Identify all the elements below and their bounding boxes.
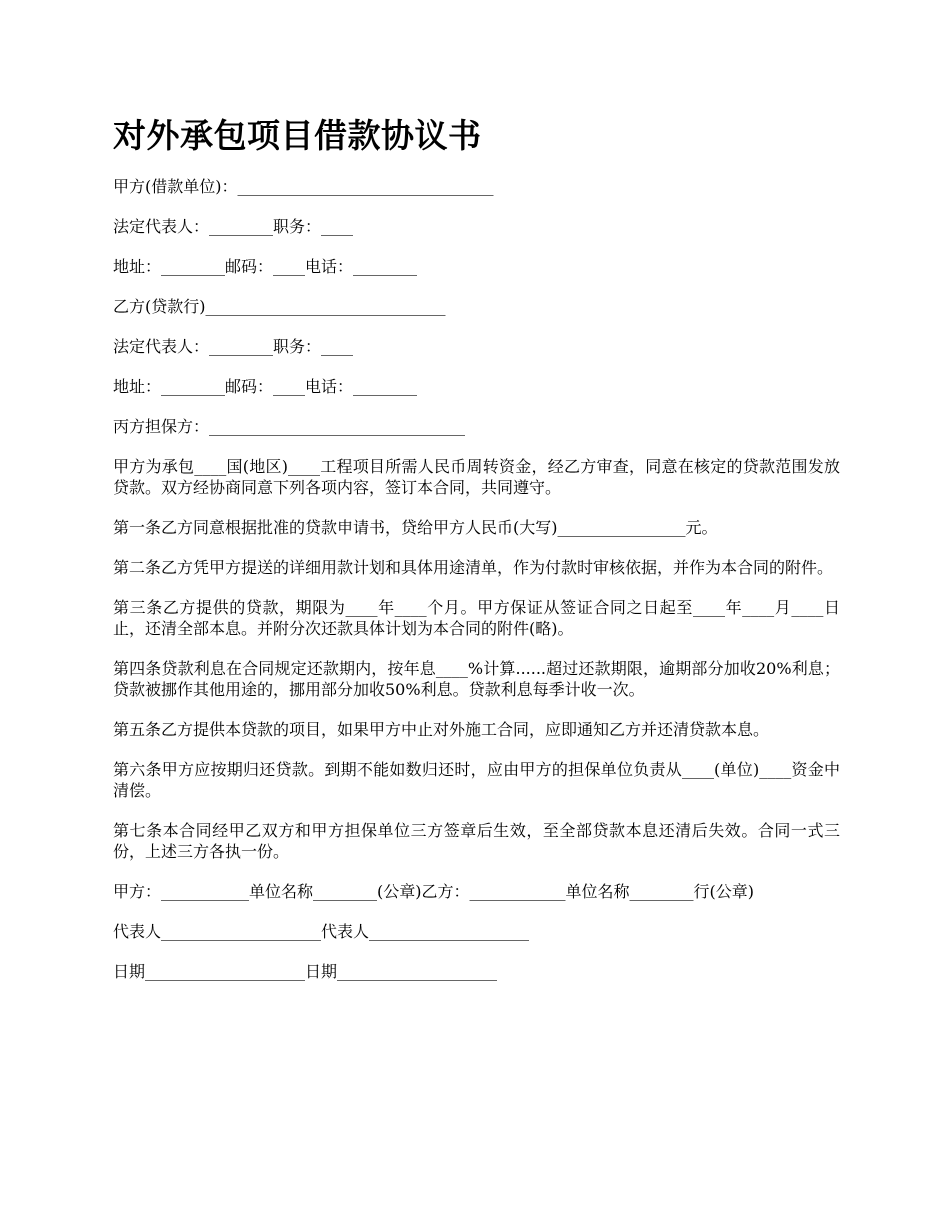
party-a-representative-line: 法定代表人：________职务：____ [113, 217, 354, 236]
signature-parties-line: 甲方：___________单位名称________(公章)乙方：____________单位名称________行(公章) [113, 882, 754, 901]
party-a-borrower-line: 甲方(借款单位)：________________________________ [113, 177, 494, 196]
preamble-paragraph: 甲方为承包____国(地区)____工程项目所需人民币周转资金，经乙方审查，同意在核定的贷款范围发放贷款。双方经协商同意下列各项内容，签订本合同，共同遵守。 [113, 457, 840, 497]
article-1: 第一条乙方同意根据批准的贷款申请书，贷给甲方人民币(大写)________________元。 [113, 518, 718, 537]
signature-representative-line: 代表人____________________代表人____________________ [113, 922, 530, 941]
article-3: 第三条乙方提供的贷款，期限为____年____个月。甲方保证从签证合同之日起至____年____月____日止，还清全部本息。并附分次还款具体计划为本合同的附件(略)。 [113, 598, 840, 638]
article-5: 第五条乙方提供本贷款的项目，如果甲方中止对外施工合同，应即通知乙方并还清贷款本息。 [113, 720, 770, 739]
article-7: 第七条本合同经甲乙双方和甲方担保单位三方签章后生效，至全部贷款本息还清后失效。合同一式三份，上述三方各执一份。 [113, 821, 840, 861]
document-page [113, 112, 840, 1001]
party-a-address-line: 地址：________邮码：____电话：________ [113, 257, 418, 276]
party-b-address-line: 地址：________邮码：____电话：________ [113, 377, 418, 396]
party-c-guarantor-line: 丙方担保方：________________________________ [113, 417, 466, 436]
document-title: 对外承包项目借款协议书 [113, 116, 482, 155]
signature-date-line: 日期____________________日期____________________ [113, 962, 498, 981]
article-4: 第四条贷款利息在合同规定还款期内，按年息____%计算......超过还款期限，逾期部分加收20%利息；贷款被挪作其他用途的，挪用部分加收50%利息。贷款利息每季计收一次。 [113, 659, 840, 699]
article-2: 第二条乙方凭甲方提送的详细用款计划和具体用途清单，作为付款时审核依据，并作为本合同的附件。 [113, 558, 834, 577]
party-b-lender-line: 乙方(贷款行)______________________________ [113, 297, 446, 316]
article-6: 第六条甲方应按期归还贷款。到期不能如数归还时，应由甲方的担保单位负责从____(单位)____资金中清偿。 [113, 760, 840, 800]
party-b-representative-line: 法定代表人：________职务：____ [113, 337, 354, 356]
